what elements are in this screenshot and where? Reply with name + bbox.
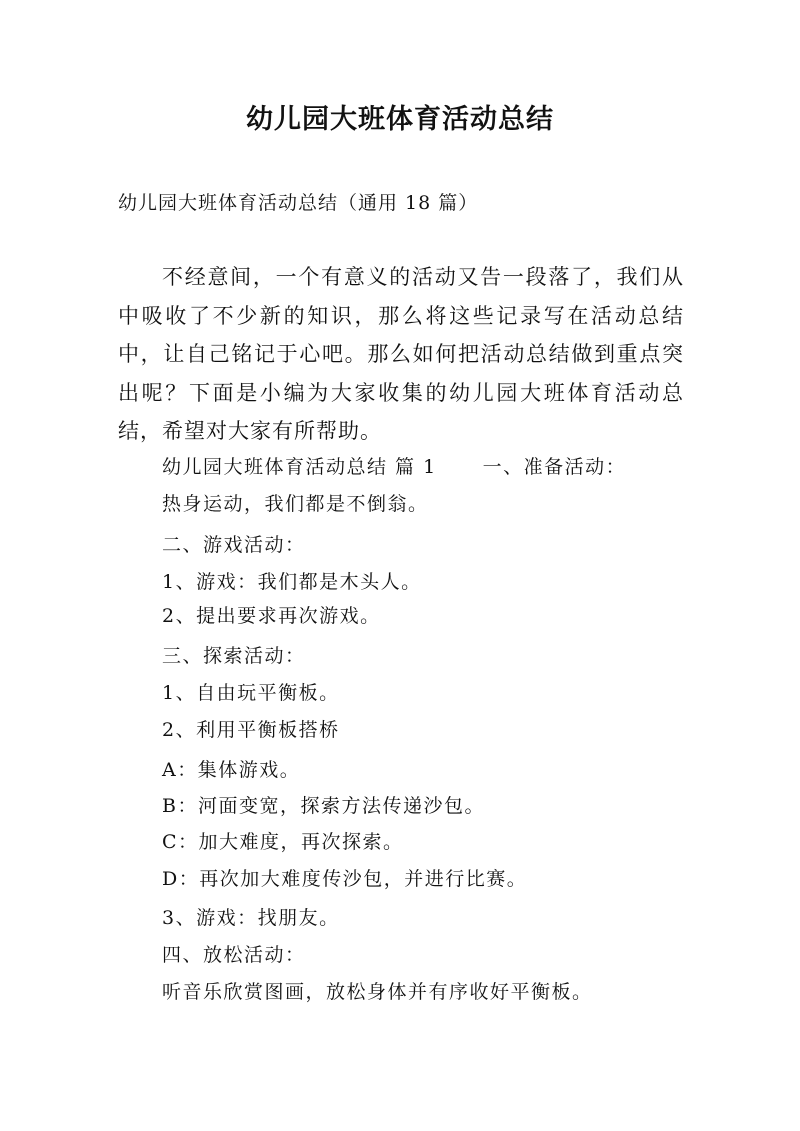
document-title: 幼儿园大班体育活动总结 (246, 104, 554, 135)
body-line: 2、利用平衡板搭桥 (162, 719, 340, 741)
body-line: 3、游戏：找朋友。 (162, 907, 340, 929)
body-line: 热身运动，我们都是不倒翁。 (162, 493, 429, 515)
section-first-item: 一、准备活动： (482, 456, 627, 478)
section-heading: 幼儿园大班体育活动总结 篇 1 (162, 456, 437, 478)
body-line: D：再次加大难度传沙包，并进行比赛。 (162, 868, 528, 890)
body-line: A：集体游戏。 (162, 759, 301, 781)
body-line: 1、游戏：我们都是木头人。 (162, 571, 422, 593)
body-line: 1、自由玩平衡板。 (162, 682, 340, 704)
body-line: B：河面变宽，探索方法传递沙包。 (162, 795, 485, 817)
section-heading-line (162, 452, 626, 482)
body-line: 听音乐欣赏图画，放松身体并有序收好平衡板。 (162, 981, 593, 1003)
body-line: 四、放松活动： (162, 944, 306, 966)
body-line: 二、游戏活动： (162, 534, 306, 556)
document-subtitle: 幼儿园大班体育活动总结（通用 18 篇） (118, 192, 479, 214)
body-line: C：加大难度，再次探索。 (162, 831, 404, 853)
intro-paragraph: 不经意间，一个有意义的活动又告一段落了，我们从中吸收了不少新的知识，那么将这些记录写在活动总结中，让自己铭记于心吧。那么如何把活动总结做到重点突出呢？下面是小编为大家收集的幼儿园大班体育活动总结，希望对大家有所帮助。 (118, 265, 684, 443)
body-line: 三、探索活动： (162, 645, 306, 667)
body-line: 2、提出要求再次游戏。 (162, 605, 381, 627)
